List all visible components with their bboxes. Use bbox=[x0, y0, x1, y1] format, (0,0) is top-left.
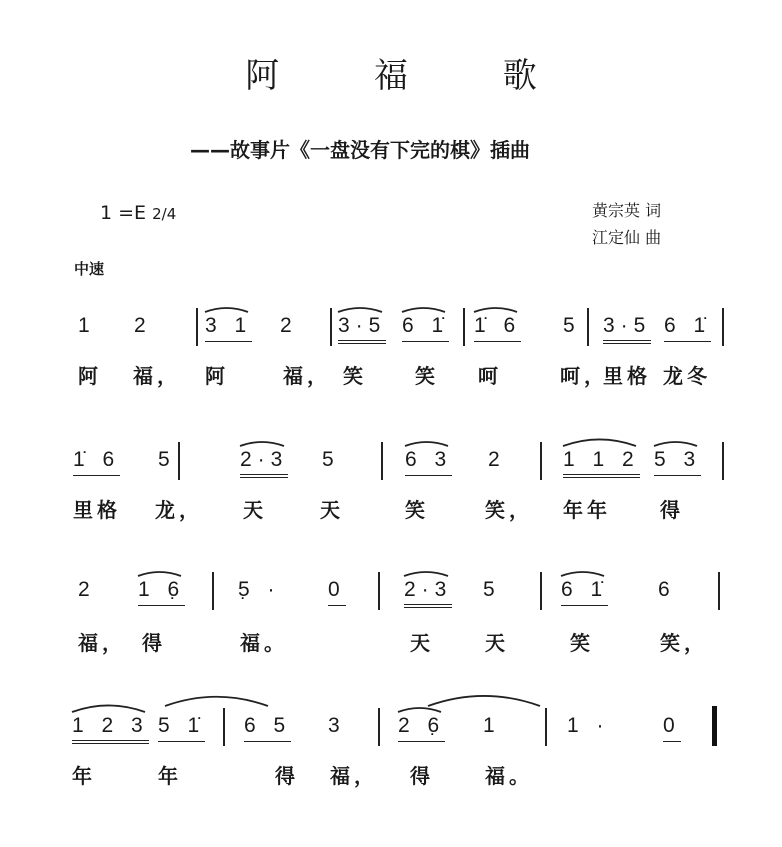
note: 1̇ 6 bbox=[474, 314, 521, 342]
note: 0 bbox=[328, 578, 346, 606]
bar-line bbox=[212, 572, 214, 610]
lyric: 笑 bbox=[415, 364, 439, 388]
note: 5 bbox=[322, 448, 340, 471]
slur bbox=[428, 696, 540, 706]
bar-line bbox=[722, 308, 724, 346]
note: 6 3 bbox=[405, 448, 452, 476]
lyric: 呵， bbox=[560, 364, 608, 388]
lyric: 龙冬 bbox=[663, 364, 711, 388]
slur bbox=[138, 572, 181, 576]
lyric: 福。 bbox=[240, 631, 288, 655]
lyric: 天 bbox=[320, 498, 344, 522]
note: 3·5 bbox=[338, 314, 386, 344]
bar-line bbox=[378, 708, 380, 746]
lyric: 得 bbox=[410, 764, 434, 788]
slur bbox=[563, 439, 636, 446]
lyric: 年年 bbox=[563, 498, 611, 522]
bar-line bbox=[540, 442, 542, 480]
lyric: 福。 bbox=[485, 764, 533, 788]
note: 2 6̣ bbox=[398, 714, 445, 742]
bar-line bbox=[378, 572, 380, 610]
song-subtitle: ——故事片《一盘没有下完的棋》插曲 bbox=[190, 138, 530, 162]
note: 1 bbox=[78, 314, 96, 337]
note: 6 1̇ bbox=[561, 578, 608, 606]
bar-line bbox=[223, 708, 225, 746]
note: 2 bbox=[488, 448, 506, 471]
composer-credit: 江定仙 曲 bbox=[592, 228, 662, 247]
note: 5 bbox=[563, 314, 581, 337]
bar-line bbox=[545, 708, 547, 746]
time-signature: 2/4 bbox=[152, 205, 177, 223]
slur bbox=[72, 705, 145, 712]
note: 5 1̇ bbox=[158, 714, 205, 742]
bar-line bbox=[463, 308, 465, 346]
lyric: 福， bbox=[283, 364, 331, 388]
lyric: 天 bbox=[410, 631, 434, 655]
lyric: 福， bbox=[78, 631, 126, 655]
note: 6 bbox=[658, 578, 676, 601]
lyric: 福， bbox=[133, 364, 181, 388]
note: 5̣ · bbox=[238, 578, 281, 601]
slur bbox=[240, 442, 284, 446]
slur bbox=[405, 442, 448, 446]
bar-line bbox=[196, 308, 198, 346]
bar-line bbox=[540, 572, 542, 610]
note: 2 bbox=[280, 314, 298, 337]
note: 2·3 bbox=[404, 578, 452, 608]
slur bbox=[338, 308, 382, 312]
slur bbox=[654, 442, 697, 446]
note: 2·3 bbox=[240, 448, 288, 478]
note: 0 bbox=[663, 714, 681, 742]
note: 6 1̇ bbox=[402, 314, 449, 342]
lyric: 阿 bbox=[78, 364, 102, 388]
note: 2 bbox=[134, 314, 152, 337]
bar-line bbox=[178, 442, 180, 480]
lyric: 年 bbox=[72, 764, 96, 788]
lyric: 笑 bbox=[570, 631, 594, 655]
key-signature bbox=[100, 202, 176, 224]
note: 1 6̣ bbox=[138, 578, 185, 606]
lyric: 里格 bbox=[73, 498, 121, 522]
note: 3 bbox=[328, 714, 346, 737]
note: 1 2 3 bbox=[72, 714, 149, 744]
note: 6 1̇ bbox=[664, 314, 711, 342]
slur bbox=[205, 308, 248, 312]
final-bar-line bbox=[712, 706, 717, 746]
note: 5 3 bbox=[654, 448, 701, 476]
lyricist-credit: 黄宗英 词 bbox=[592, 201, 662, 220]
bar-line bbox=[718, 572, 720, 610]
lyric: 呵 bbox=[478, 364, 502, 388]
lyric: 得 bbox=[142, 631, 166, 655]
lyric: 年 bbox=[158, 764, 182, 788]
note: 1̇ 6 bbox=[73, 448, 120, 476]
bar-line bbox=[330, 308, 332, 346]
note: 2 bbox=[78, 578, 96, 601]
lyric: 笑， bbox=[485, 498, 533, 522]
song-title: 阿 福 歌 bbox=[245, 56, 579, 96]
slur bbox=[404, 572, 448, 576]
lyric: 笑 bbox=[405, 498, 429, 522]
lyric: 得 bbox=[275, 764, 299, 788]
lyric: 里格 bbox=[603, 364, 651, 388]
lyric: 龙， bbox=[155, 498, 203, 522]
key-tonic: 1 =E bbox=[100, 202, 147, 224]
note: 1 1 2 bbox=[563, 448, 640, 478]
note: 1 bbox=[483, 714, 501, 737]
lyric: 天 bbox=[243, 498, 267, 522]
lyric: 得 bbox=[660, 498, 684, 522]
bar-line bbox=[381, 442, 383, 480]
note: 6 5 bbox=[244, 714, 291, 742]
slur bbox=[165, 697, 268, 706]
note: 3·5 bbox=[603, 314, 651, 344]
lyric: 福， bbox=[330, 764, 378, 788]
lyric: 笑， bbox=[660, 631, 708, 655]
lyric: 阿 bbox=[205, 364, 229, 388]
note: 5 bbox=[158, 448, 176, 471]
bar-line bbox=[722, 442, 724, 480]
slur bbox=[402, 308, 445, 312]
slur bbox=[561, 572, 604, 576]
tempo-marking: 中速 bbox=[74, 260, 105, 278]
note: 1 · bbox=[567, 714, 610, 737]
slur bbox=[474, 308, 517, 312]
lyric: 天 bbox=[485, 631, 509, 655]
note: 5 bbox=[483, 578, 501, 601]
bar-line bbox=[587, 308, 589, 346]
lyric: 笑 bbox=[343, 364, 367, 388]
note: 3 1 bbox=[205, 314, 252, 342]
slur bbox=[398, 708, 441, 712]
